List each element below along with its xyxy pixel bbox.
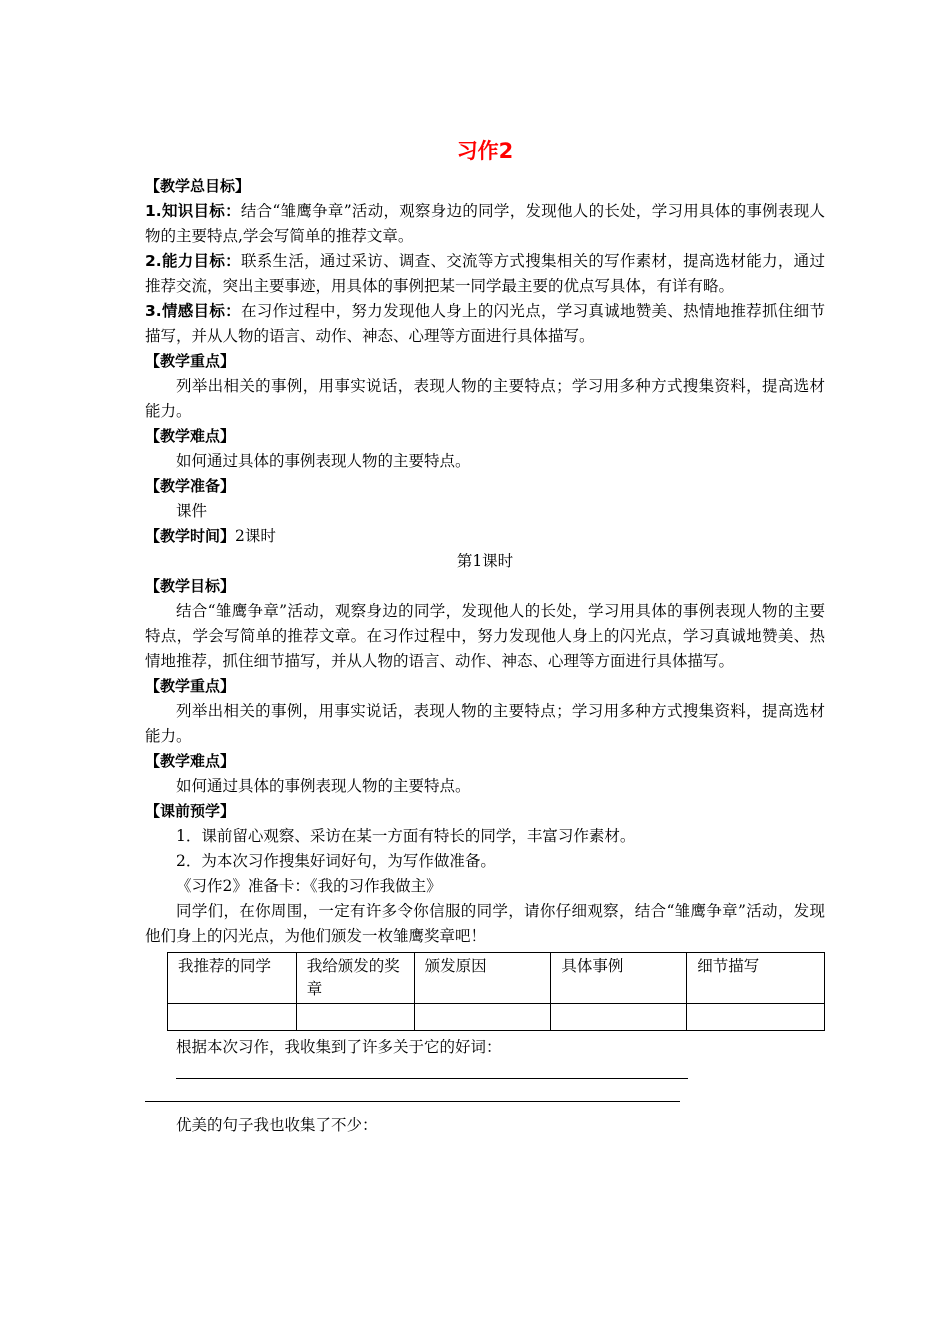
lesson-goals-text: 结合“雏鹰争章”活动，观察身边的同学，发现他人的长处，学习用具体的事例表现人物的主要特点，学会写简单的推荐文章。在习作过程中，努力发现他人身上的闪光点，学习真诚地赞美、热情地推荐，抓住细节描写，并从人物的语言、动作、神态、心理等方面进行具体描写。 <box>145 602 825 670</box>
preview-heading: 【课前预学】 <box>145 802 236 820</box>
key-points-heading: 【教学重点】 <box>145 352 236 370</box>
table-header-cell: 我给颁发的奖章 <box>296 953 414 1004</box>
table-cell <box>296 1004 414 1031</box>
lesson-difficulty-text: 如何通过具体的事例表现人物的主要特点。 <box>176 777 471 795</box>
page-title: 习作2 <box>456 139 514 163</box>
difficulties-heading: 【教学难点】 <box>145 427 236 445</box>
goal-ability <box>145 249 825 299</box>
goal-text: 结合“雏鹰争章”活动，观察身边的同学，发现他人的长处，学习用具体的事例表现人物的主要特点,学会写简单的推荐文章。 <box>145 202 825 245</box>
table-cell <box>414 1004 551 1031</box>
answer-line <box>145 1101 680 1102</box>
lesson-key-text: 列举出相关的事例，用事实说话，表现人物的主要特点；学习用多种方式搜集资料，提高选材能力。 <box>145 702 825 745</box>
time-heading: 【教学时间】 <box>145 527 236 545</box>
goal-label: 1.知识目标： <box>145 202 241 220</box>
lesson-title: 第1课时 <box>456 552 514 570</box>
preparation-card-table <box>167 952 825 1031</box>
preparation-text: 课件 <box>176 502 208 520</box>
difficulties-text: 如何通过具体的事例表现人物的主要特点。 <box>176 452 471 470</box>
table-cell <box>687 1004 825 1031</box>
card-intro: 同学们，在你周围，一定有许多令你信服的同学，请你仔细观察，结合“雏鹰争章”活动，发现他们身上的闪光点，为他们颁发一枚雏鹰奖章吧！ <box>145 902 825 945</box>
answer-line <box>176 1078 688 1079</box>
goal-knowledge <box>145 199 825 249</box>
goal-text: 联系生活，通过采访、调查、交流等方式搜集相关的写作素材，提高选材能力，通过推荐交流，突出主要事迹，用具体的事例把某一同学最主要的优点写具体，有详有略。 <box>145 252 825 295</box>
overall-goals-heading: 【教学总目标】 <box>145 177 251 195</box>
table-row <box>168 1004 825 1031</box>
lesson-goals-heading: 【教学目标】 <box>145 577 236 595</box>
time-text: 2课时 <box>235 527 276 545</box>
preview-item: 2．为本次习作搜集好词好句，为写作做准备。 <box>176 852 496 870</box>
goal-text: 在习作过程中，努力发现他人身上的闪光点，学习真诚地赞美、热情地推荐抓住细节描写，并从人物的语言、动作、神态、心理等方面进行具体描写。 <box>145 302 825 345</box>
table-header-row <box>168 953 825 1004</box>
table-cell <box>551 1004 687 1031</box>
table-header-cell: 颁发原因 <box>414 953 551 1004</box>
teaching-time <box>145 524 825 549</box>
preparation-heading: 【教学准备】 <box>145 477 236 495</box>
sentences-prompt: 优美的句子我也收集了不少： <box>176 1116 378 1134</box>
preview-item: 1．课前留心观察、采访在某一方面有特长的同学，丰富习作素材。 <box>176 827 636 845</box>
card-title: 《习作2》准备卡：《我的习作我做主》 <box>176 877 442 895</box>
document-page <box>145 130 825 1138</box>
key-points-text: 列举出相关的事例，用事实说话，表现人物的主要特点；学习用多种方式搜集资料，提高选材能力。 <box>145 377 825 420</box>
table-cell <box>168 1004 297 1031</box>
goal-label: 3.情感目标： <box>145 302 241 320</box>
goal-emotion <box>145 299 825 349</box>
goal-label: 2.能力目标： <box>145 252 241 270</box>
table-header-cell: 细节描写 <box>687 953 825 1004</box>
lesson-difficulty-heading: 【教学难点】 <box>145 752 236 770</box>
table-header-cell: 我推荐的同学 <box>168 953 297 1004</box>
words-prompt: 根据本次习作，我收集到了许多关于它的好词： <box>176 1038 502 1056</box>
lesson-key-heading: 【教学重点】 <box>145 677 236 695</box>
table-header-cell: 具体事例 <box>551 953 687 1004</box>
